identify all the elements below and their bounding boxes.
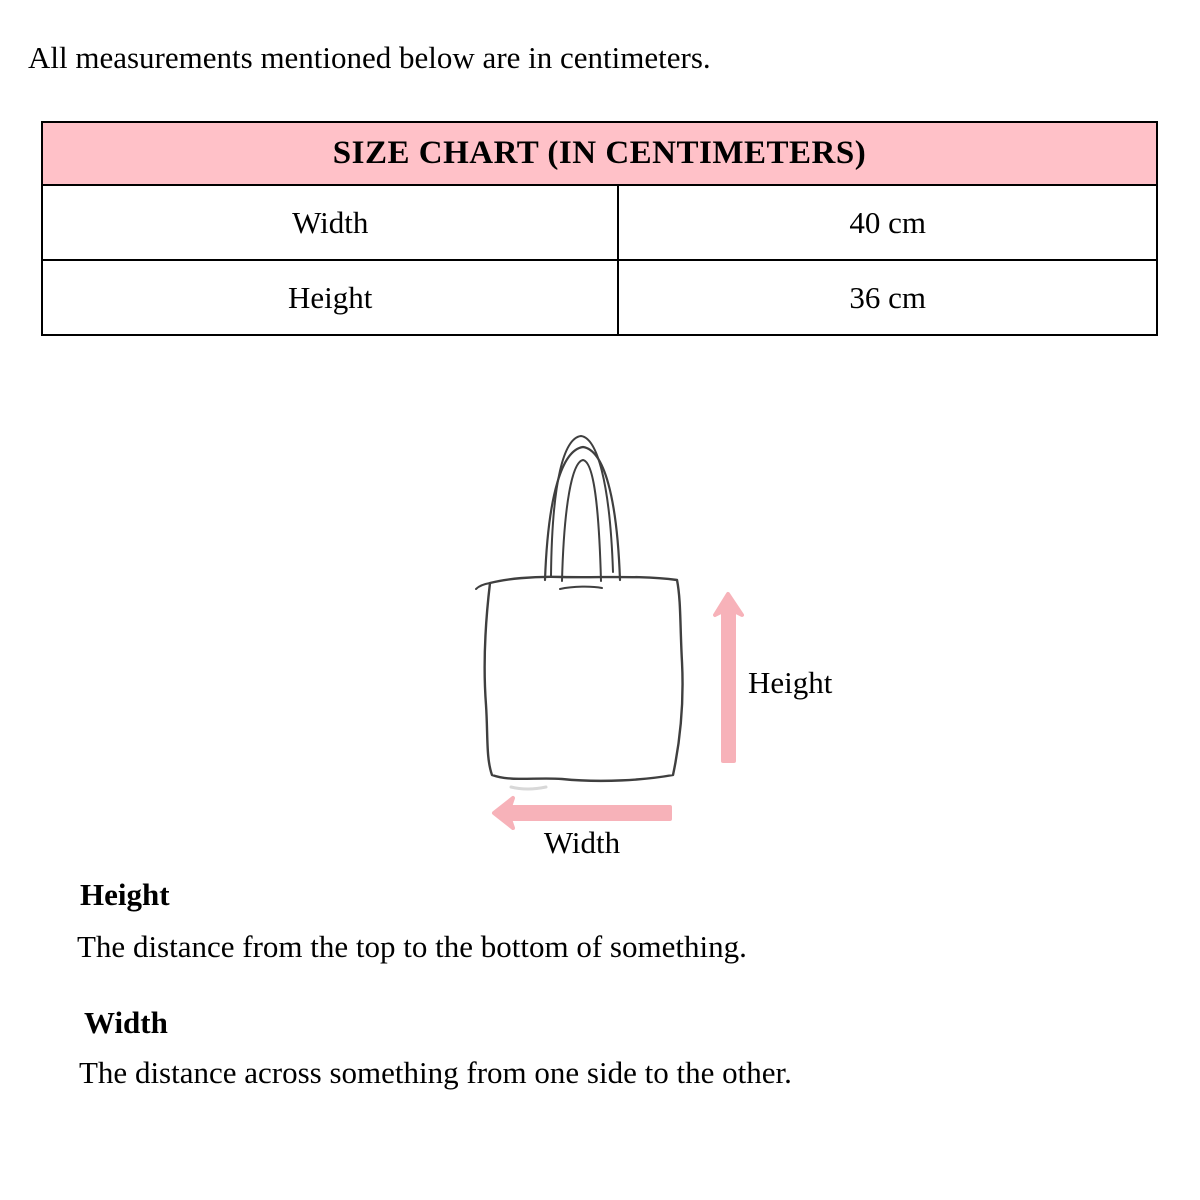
- definition-width-term: Width: [84, 1005, 168, 1040]
- width-arrow-label: Width: [543, 825, 621, 860]
- size-chart-header-row: [42, 122, 1157, 185]
- bag-measurement-diagram: [400, 415, 800, 845]
- definition-width-text: The distance across something from one side to the other.: [79, 1055, 792, 1090]
- height-label-cell: Height: [42, 260, 618, 335]
- height-arrow-icon: [715, 594, 742, 761]
- definition-height-text: The distance from the top to the bottom of something.: [77, 929, 747, 964]
- height-value-cell: 36 cm: [618, 260, 1157, 335]
- table-row-height: [42, 260, 1157, 335]
- width-value-cell: 40 cm: [618, 185, 1157, 260]
- height-arrow-label: Height: [748, 665, 833, 700]
- size-chart-table: [41, 121, 1158, 336]
- definition-height-term: Height: [80, 877, 170, 912]
- measurement-note: All measurements mentioned below are in centimeters.: [28, 40, 711, 75]
- width-arrow-icon: [494, 798, 670, 828]
- table-row-width: [42, 185, 1157, 260]
- bag-shadow: [511, 787, 546, 789]
- tote-bag-sketch: [476, 436, 683, 789]
- width-label-cell: Width: [42, 185, 618, 260]
- size-chart-title: SIZE CHART (IN CENTIMETERS): [42, 122, 1157, 185]
